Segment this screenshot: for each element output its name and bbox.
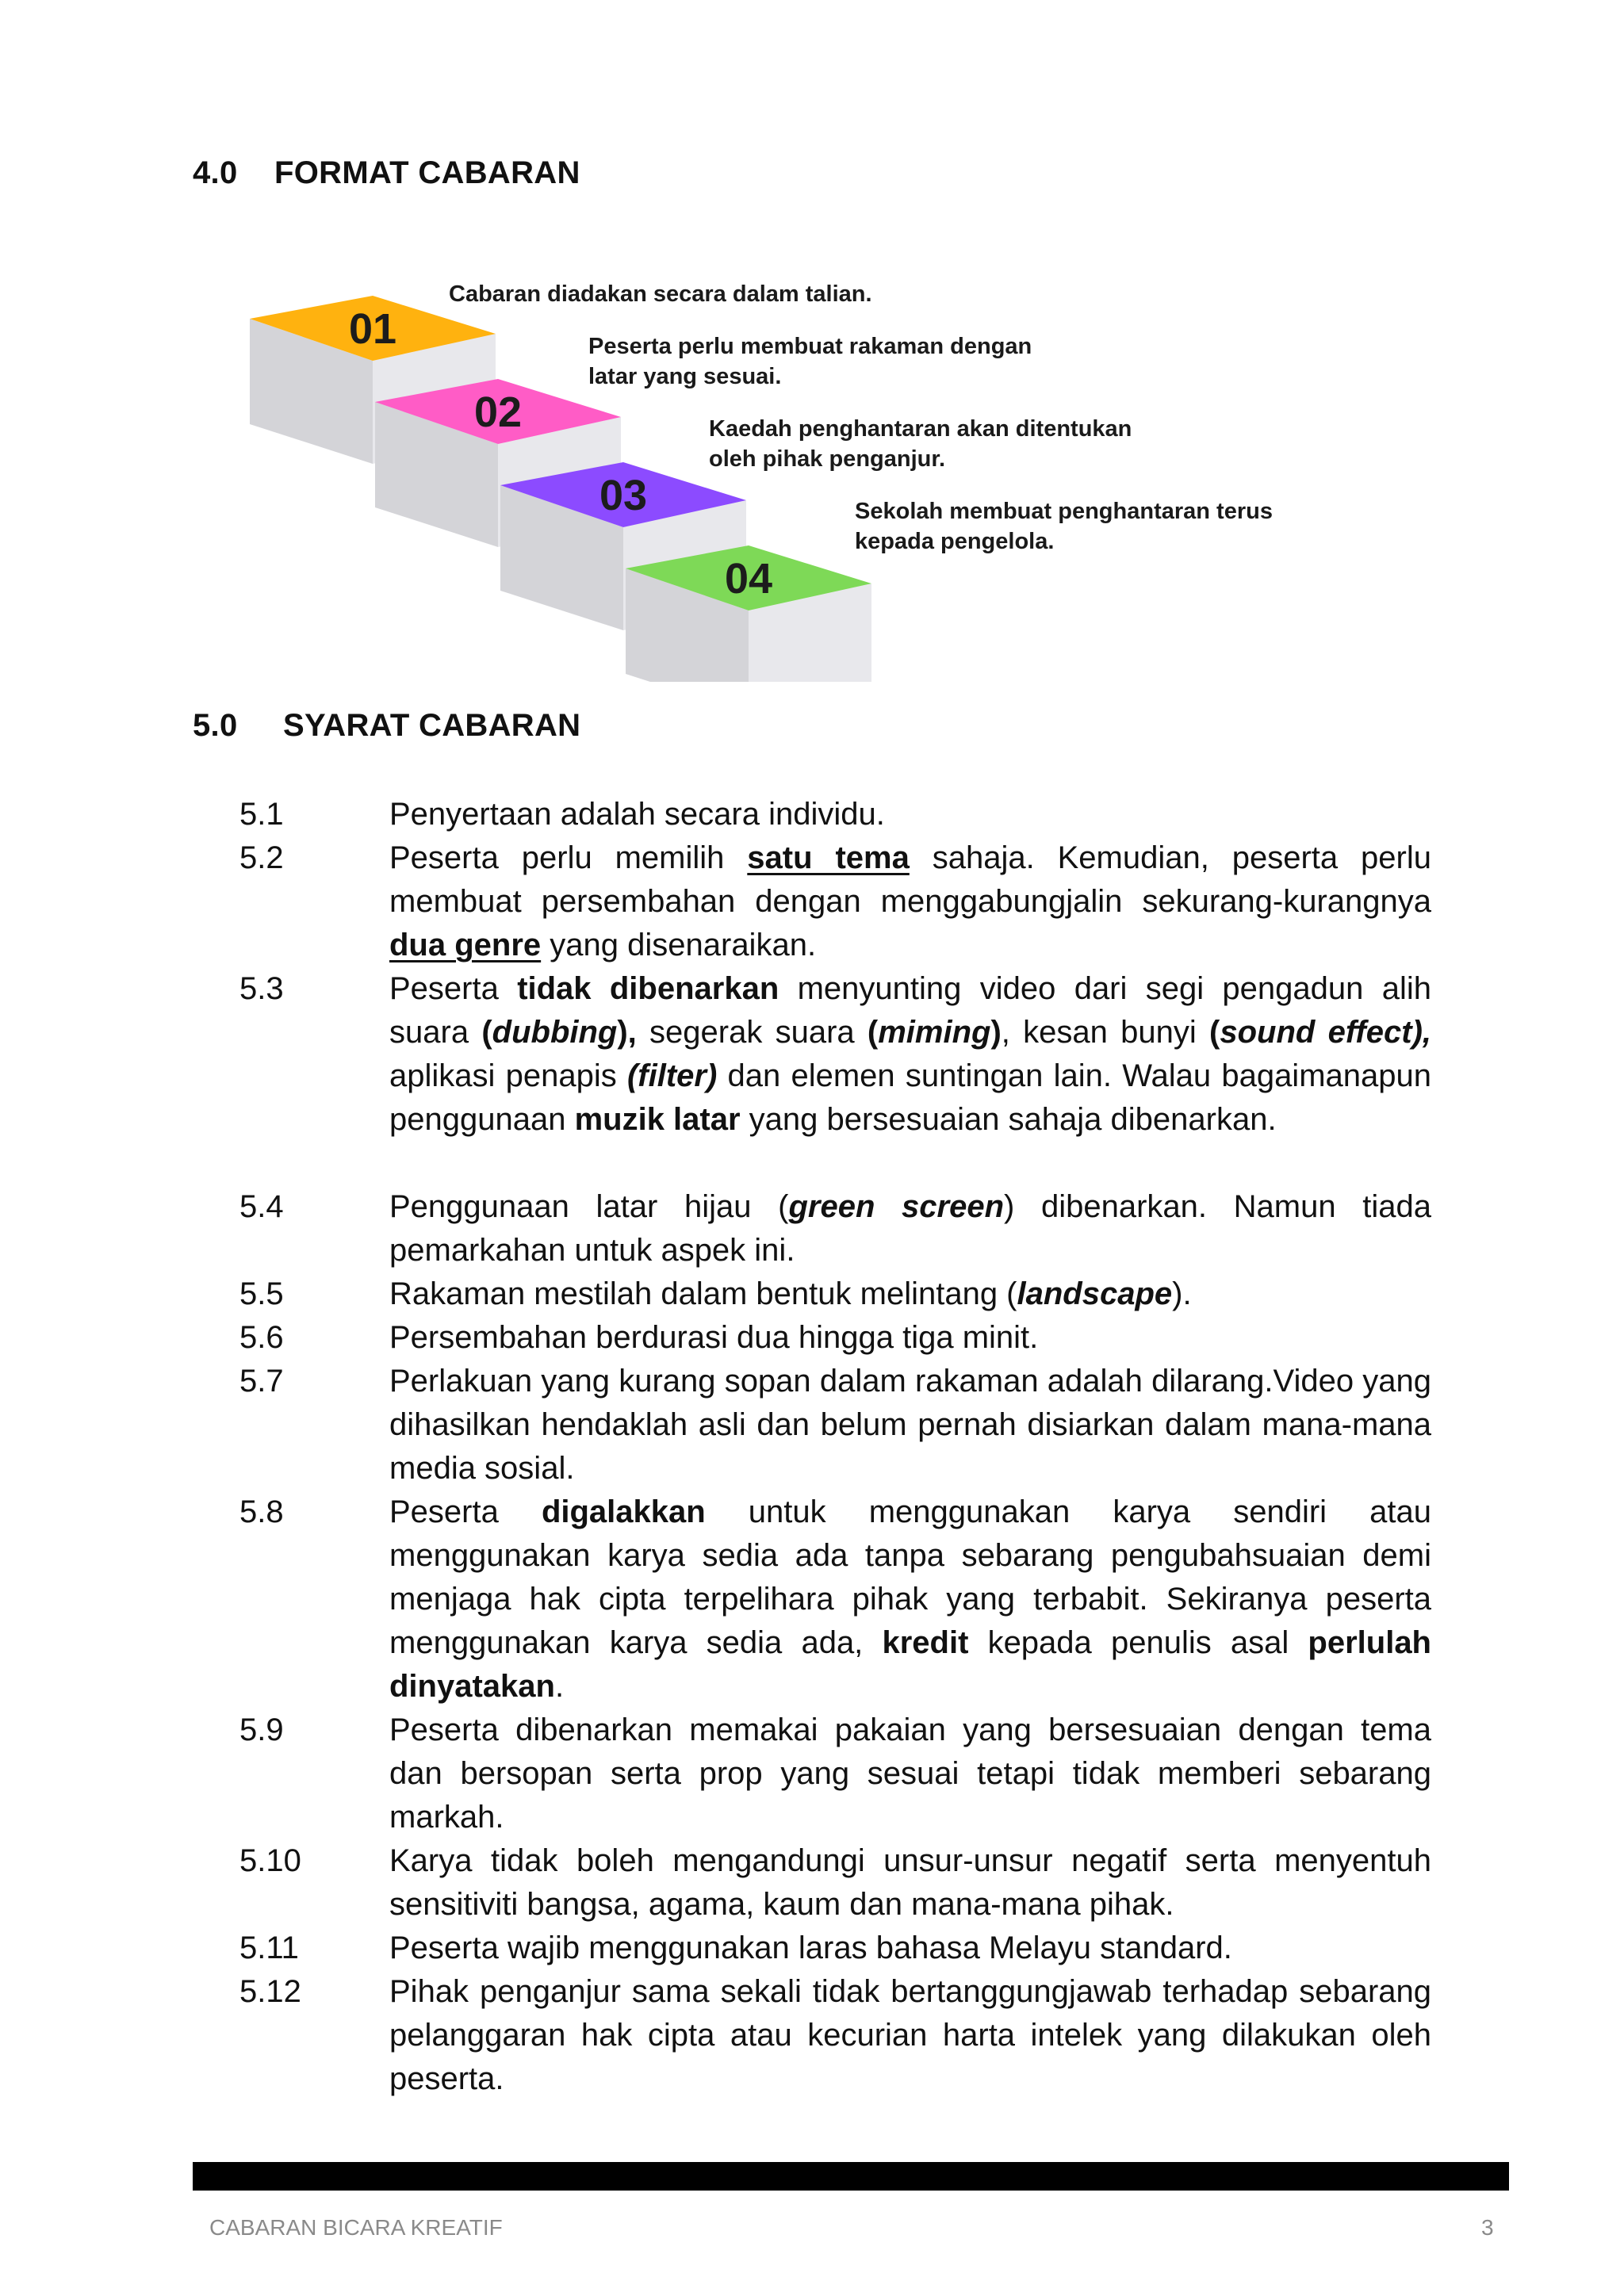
section-number: 5.0 bbox=[193, 708, 238, 743]
rule-number: 5.11 bbox=[239, 1931, 299, 1965]
rule-text-segment: dubbing bbox=[492, 1015, 618, 1050]
rule-text bbox=[389, 1272, 1431, 1316]
rule-text-segment: Peserta wajib menggunakan laras bahasa Melayu standard. bbox=[389, 1931, 1232, 1965]
rule-text-segment: yang disenaraikan. bbox=[541, 928, 817, 962]
rule-text-segment: kredit bbox=[882, 1625, 969, 1660]
section-title: FORMAT CABARAN bbox=[274, 155, 580, 190]
rule-number: 5.3 bbox=[239, 971, 284, 1006]
step-description-03: Kaedah penghantaran akan ditentukan oleh pihak penganjur. bbox=[709, 416, 1132, 472]
step-description-04: Sekolah membuat penghantaran terus kepada pengelola. bbox=[855, 499, 1273, 554]
rule-text bbox=[389, 1709, 1431, 1839]
rule-text-segment: yang bersesuaian sahaja dibenarkan. bbox=[740, 1102, 1277, 1137]
step-number: 03 bbox=[599, 472, 648, 519]
rule-text bbox=[389, 793, 1431, 836]
rule-text-segment: segerak suara bbox=[636, 1015, 868, 1050]
format-steps-diagram bbox=[238, 270, 1348, 682]
rule-number: 5.6 bbox=[239, 1320, 284, 1355]
rule-number: 5.10 bbox=[239, 1843, 301, 1878]
rule-text bbox=[389, 1490, 1431, 1709]
rule-text-segment: satu tema bbox=[747, 840, 910, 875]
rule-text-segment: ( bbox=[481, 1015, 492, 1050]
rule-text-segment: Peserta dibenarkan memakai pakaian yang bersesuaian dengan tema dan bersopan serta prop yang sesuai tetapi tidak memberi sebarang markah. bbox=[389, 1712, 1431, 1835]
rule-text-segment: kepada penulis asal bbox=[968, 1625, 1308, 1660]
rule-number: 5.9 bbox=[239, 1712, 284, 1747]
rule-number: 5.4 bbox=[239, 1189, 284, 1224]
rule-text bbox=[389, 1360, 1431, 1490]
rule-text-segment: Peserta bbox=[389, 971, 518, 1006]
rule-text-segment: Peserta bbox=[389, 1494, 542, 1529]
rule-text-segment: dan elemen suntingan lain. Walau bagaimanapun penggunaan bbox=[389, 1058, 1431, 1137]
rule-text-segment: menyunting video dari segi pengadun alih suara bbox=[389, 971, 1431, 1050]
rule-text bbox=[389, 836, 1431, 967]
step-number: 01 bbox=[348, 305, 397, 353]
rule-text-segment: , kesan bunyi bbox=[1001, 1015, 1210, 1050]
rule-text-segment: landscape bbox=[1017, 1276, 1173, 1311]
rule-text-segment: ( bbox=[867, 1015, 879, 1050]
rule-text-segment: sahaja. Kemudian, peserta perlu membuat persembahan dengan menggabungjalin sekurang-kurangnya bbox=[389, 840, 1431, 919]
rule-text-segment: muzik latar bbox=[574, 1102, 741, 1137]
rule-number: 5.8 bbox=[239, 1494, 284, 1529]
rule-text bbox=[389, 1970, 1431, 2101]
rule-text-segment: Rakaman mestilah dalam bentuk melintang ( bbox=[389, 1276, 1017, 1311]
rule-text-segment: Karya tidak boleh mengandungi unsur-unsur negatif serta menyentuh sensitiviti bangsa, agama, kaum dan mana-mana pihak. bbox=[389, 1843, 1431, 1922]
format-step-04 bbox=[626, 545, 871, 682]
rule-text-segment: perlulah dinyatakan bbox=[389, 1625, 1431, 1704]
rule-text-segment: tidak dibenarkan bbox=[517, 971, 779, 1006]
rule-text-segment: ( bbox=[1209, 1015, 1220, 1050]
rule-text-segment: dua genre bbox=[389, 928, 542, 962]
rule-text-segment: ). bbox=[1172, 1276, 1192, 1311]
section-heading-syarat bbox=[193, 708, 580, 744]
rule-text-segment: sound effect), bbox=[1220, 1015, 1431, 1050]
rule-number: 5.2 bbox=[239, 840, 284, 875]
section-heading-format bbox=[193, 155, 580, 191]
step-description-01: Cabaran diadakan secara dalam talian. bbox=[449, 281, 872, 307]
rule-text bbox=[389, 1316, 1431, 1360]
rule-text bbox=[389, 967, 1431, 1142]
rule-text-segment: Perlakuan yang kurang sopan dalam rakaman adalah dilarang.Video yang dihasilkan hendaklah asli dan belum pernah disiarkan dalam mana-mana media sosial. bbox=[389, 1364, 1431, 1486]
rule-text-segment: ), bbox=[617, 1015, 637, 1050]
step-number: 04 bbox=[724, 555, 773, 603]
rule-text-segment: (filter) bbox=[626, 1058, 718, 1093]
rule-text-segment: ) dibenarkan. Namun tiada pemarkahan untuk aspek ini. bbox=[389, 1189, 1431, 1268]
rule-text-segment: Pihak penganjur sama sekali tidak bertanggungjawab terhadap sebarang pelanggaran hak cipta atau kecurian harta intelek yang dilakukan oleh peserta. bbox=[389, 1974, 1431, 2096]
section-number: 4.0 bbox=[193, 155, 238, 190]
step-description-02: Peserta perlu membuat rakaman dengan latar yang sesuai. bbox=[588, 334, 1032, 389]
rule-number: 5.5 bbox=[239, 1276, 284, 1311]
rule-number: 5.12 bbox=[239, 1974, 301, 2009]
rule-number: 5.7 bbox=[239, 1364, 284, 1399]
rule-text-segment: Penggunaan latar hijau ( bbox=[389, 1189, 789, 1224]
rule-text-segment: Peserta perlu memilih bbox=[389, 840, 748, 875]
rule-text-segment: digalakkan bbox=[541, 1494, 706, 1529]
footer-title: CABARAN BICARA KREATIF bbox=[209, 2215, 503, 2240]
rule-text-segment: . bbox=[554, 1669, 565, 1704]
rule-text-segment: miming bbox=[878, 1015, 991, 1050]
rule-text bbox=[389, 1839, 1431, 1927]
rule-text-segment: Penyertaan adalah secara individu. bbox=[389, 797, 885, 832]
rule-text-segment: ) bbox=[990, 1015, 1002, 1050]
rule-number: 5.1 bbox=[239, 797, 284, 832]
rule-text-segment: green screen bbox=[788, 1189, 1005, 1224]
rule-text-segment: Persembahan berdurasi dua hingga tiga minit. bbox=[389, 1320, 1039, 1355]
footer-bar bbox=[193, 2162, 1509, 2191]
rule-text-segment: aplikasi penapis bbox=[389, 1058, 627, 1093]
rule-text bbox=[389, 1185, 1431, 1272]
section-title: SYARAT CABARAN bbox=[283, 708, 581, 743]
step-number: 02 bbox=[473, 388, 523, 436]
rule-text-segment: untuk menggunakan karya sendiri atau menggunakan karya sedia ada tanpa sebarang pengubahsuaian demi menjaga hak cipta terpelihara pihak yang terbabit. Sekiranya peserta menggunakan karya sedia ada, bbox=[389, 1494, 1431, 1660]
page-number: 3 bbox=[1481, 2215, 1494, 2240]
rule-text bbox=[389, 1927, 1431, 1970]
